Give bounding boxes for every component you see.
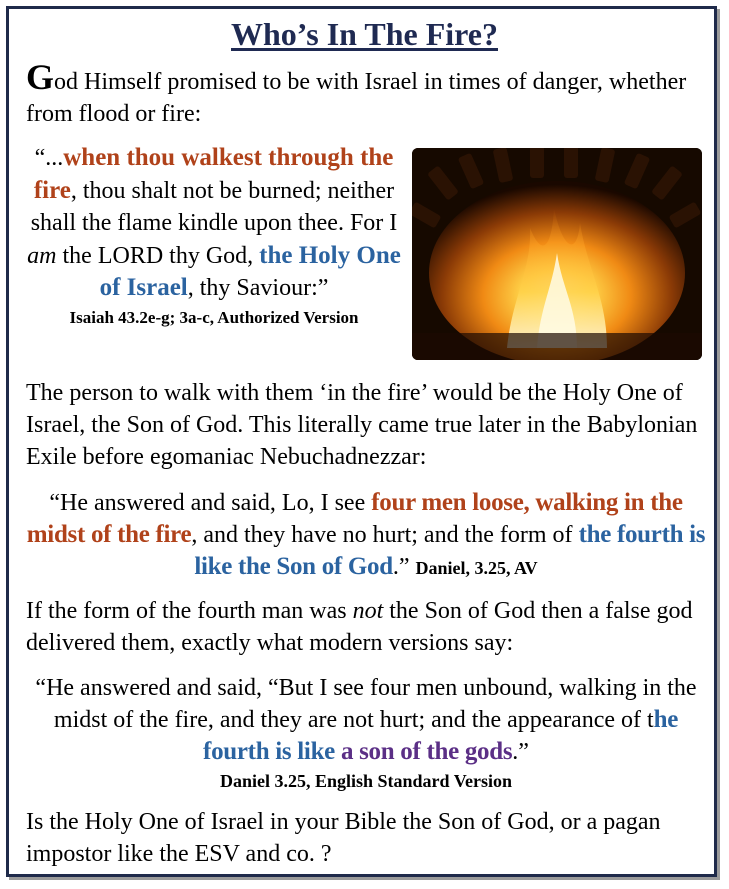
daniel-av-reference: Daniel, 3.25, AV [415, 558, 538, 578]
fire-furnace-image [412, 148, 702, 360]
paragraph-text: If the form of the fourth man was [26, 598, 353, 624]
intro-text: od Himself promised to be with Israel in times of danger, whether from flood or fire: [26, 69, 687, 127]
italic-word: am [27, 242, 57, 269]
quote-text: , thy Saviour:” [187, 275, 329, 301]
dropcap: G [26, 57, 55, 97]
intro-paragraph [26, 57, 706, 130]
paragraph-text: the Son of God then a false god delivered them, exactly what modern versions say: [26, 598, 693, 656]
quote-text: “He answered and said, “But I see four men unbound, walking in the midst of the fire, and they are not hurt; and the appearance of t [35, 675, 697, 733]
daniel-esv-reference: Daniel 3.25, English Standard Version [219, 771, 513, 791]
paragraph-two: The person to walk with them ‘in the fire’ would be the Holy One of Israel, the Son of God. This literally came true later in the Babylonian Exile before egomaniac Nebuchadnezzar: [26, 380, 698, 470]
highlight-red: four men loose, walking in the midst of the fire [26, 489, 683, 548]
highlight-purple: a son of the gods [340, 738, 513, 765]
quote-text: the LORD thy God, [56, 242, 260, 269]
daniel-av-quote [26, 487, 706, 584]
quote-text: , thou shalt not be burned; neither shall the flame kindle upon thee. For I [30, 177, 398, 236]
isaiah-quote [26, 142, 402, 329]
highlight-blue: the Holy One of Israel [99, 241, 401, 301]
fire-furnace-illustration [412, 148, 702, 360]
italic-word: not [352, 598, 384, 624]
quote-text: .” [512, 739, 529, 765]
daniel-esv-quote [26, 672, 706, 794]
quote-open: “... [34, 145, 64, 171]
page-title: Who’s In The Fire? [231, 16, 498, 52]
highlight-blue: the fourth is like the Son of God [194, 521, 706, 580]
isaiah-reference: Isaiah 43.2e-g; 3a-c, Authorized Version [69, 307, 359, 327]
quote-text: “He answered and said, Lo, I see [49, 490, 372, 516]
quote-text: .” [392, 554, 416, 580]
quote-text: , and they have no hurt; and the form of [191, 522, 579, 548]
paragraph-three [26, 595, 706, 659]
highlight-blue: he fourth is like [203, 706, 679, 765]
highlight-red: when thou walkest through the fire [33, 144, 394, 204]
paragraph-four: Is the Holy One of Israel in your Bible the Son of God, or a pagan impostor like the ESV and co. ? [26, 809, 661, 867]
